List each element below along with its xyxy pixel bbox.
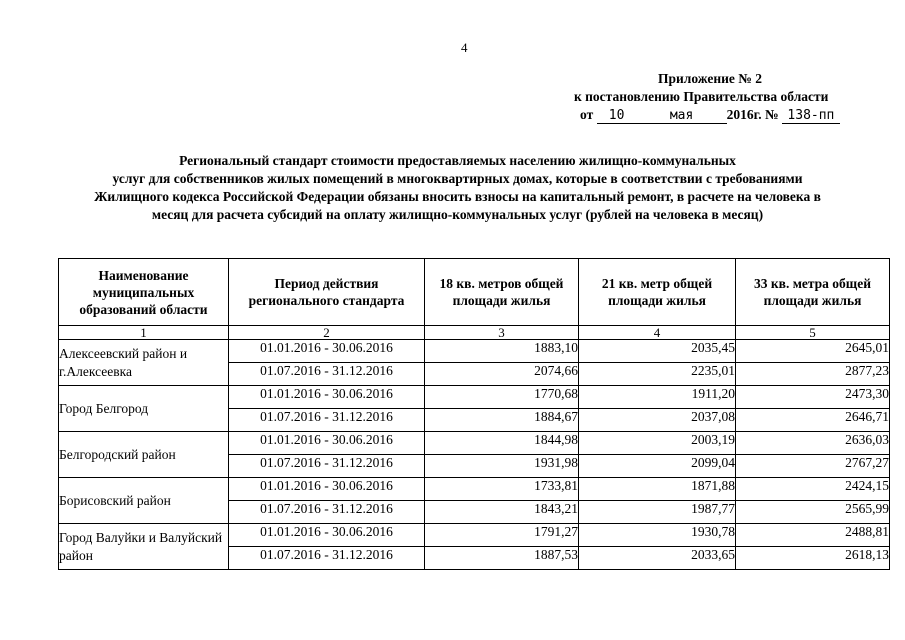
value-21m: 2099,04 bbox=[579, 455, 736, 478]
value-18m: 1844,98 bbox=[425, 432, 579, 455]
column-header-21m: 21 кв. метр общей площади жилья bbox=[579, 259, 736, 326]
value-18m: 1843,21 bbox=[425, 501, 579, 524]
period-cell: 01.07.2016 - 31.12.2016 bbox=[229, 455, 425, 478]
period-cell: 01.01.2016 - 30.06.2016 bbox=[229, 340, 425, 363]
period-cell: 01.01.2016 - 30.06.2016 bbox=[229, 386, 425, 409]
document-title bbox=[40, 152, 875, 224]
column-header-region: Наименование муниципальных образований области bbox=[59, 259, 229, 326]
value-21m: 1871,88 bbox=[579, 478, 736, 501]
region-name: Алексеевский район и г.Алексеевка bbox=[59, 340, 229, 386]
column-number: 3 bbox=[425, 326, 579, 340]
table-row bbox=[59, 386, 890, 409]
document-title-line: Жилищного кодекса Российской Федерации обязаны вносить взносы на капитальный ремонт, в расчете на человека в bbox=[94, 189, 821, 204]
value-33m: 2618,13 bbox=[736, 547, 890, 570]
appendix-date-line bbox=[580, 106, 840, 124]
table-header-row bbox=[59, 259, 890, 326]
column-number: 5 bbox=[736, 326, 890, 340]
document-title-line: услуг для собственников жилых помещений в многоквартирных домах, которые в соответствии с требованиями bbox=[112, 171, 803, 186]
region-name: Город Валуйки и Валуйский район bbox=[59, 524, 229, 570]
value-18m: 1884,67 bbox=[425, 409, 579, 432]
period-cell: 01.07.2016 - 31.12.2016 bbox=[229, 409, 425, 432]
doc-number: 138-пп bbox=[782, 109, 840, 124]
value-18m: 1770,68 bbox=[425, 386, 579, 409]
date-prefix: от bbox=[580, 107, 594, 122]
appendix-title: Приложение № 2 bbox=[658, 71, 762, 86]
value-18m: 2074,66 bbox=[425, 363, 579, 386]
value-33m: 2636,03 bbox=[736, 432, 890, 455]
value-33m: 2646,71 bbox=[736, 409, 890, 432]
value-33m: 2767,27 bbox=[736, 455, 890, 478]
value-21m: 2033,65 bbox=[579, 547, 736, 570]
date-day: 10 bbox=[597, 109, 637, 124]
value-18m: 1733,81 bbox=[425, 478, 579, 501]
document-title-line: Региональный стандарт стоимости предоставляемых населению жилищно-коммунальных bbox=[179, 153, 736, 168]
region-name: Борисовский район bbox=[59, 478, 229, 524]
table-row bbox=[59, 340, 890, 363]
column-header-33m: 33 кв. метра общей площади жилья bbox=[736, 259, 890, 326]
value-18m: 1791,27 bbox=[425, 524, 579, 547]
page-number: 4 bbox=[461, 40, 468, 55]
value-18m: 1931,98 bbox=[425, 455, 579, 478]
value-21m: 2035,45 bbox=[579, 340, 736, 363]
value-21m: 1987,77 bbox=[579, 501, 736, 524]
table-row bbox=[59, 524, 890, 547]
value-21m: 2235,01 bbox=[579, 363, 736, 386]
period-cell: 01.01.2016 - 30.06.2016 bbox=[229, 524, 425, 547]
value-21m: 1911,20 bbox=[579, 386, 736, 409]
column-header-18m: 18 кв. метров общей площади жилья bbox=[425, 259, 579, 326]
period-cell: 01.07.2016 - 31.12.2016 bbox=[229, 501, 425, 524]
region-name: Белгородский район bbox=[59, 432, 229, 478]
column-number: 2 bbox=[229, 326, 425, 340]
value-21m: 2037,08 bbox=[579, 409, 736, 432]
column-number: 1 bbox=[59, 326, 229, 340]
value-21m: 2003,19 bbox=[579, 432, 736, 455]
value-33m: 2473,30 bbox=[736, 386, 890, 409]
subsidy-table bbox=[58, 258, 890, 570]
region-name: Город Белгород bbox=[59, 386, 229, 432]
value-18m: 1883,10 bbox=[425, 340, 579, 363]
value-33m: 2877,23 bbox=[736, 363, 890, 386]
column-number: 4 bbox=[579, 326, 736, 340]
appendix-subtitle: к постановлению Правительства области bbox=[574, 89, 829, 104]
value-21m: 1930,78 bbox=[579, 524, 736, 547]
period-cell: 01.07.2016 - 31.12.2016 bbox=[229, 363, 425, 386]
value-33m: 2645,01 bbox=[736, 340, 890, 363]
value-33m: 2565,99 bbox=[736, 501, 890, 524]
document-title-line: месяц для расчета субсидий на оплату жилищно-коммунальных услуг (рублей на человека в месяц) bbox=[151, 207, 764, 222]
value-18m: 1887,53 bbox=[425, 547, 579, 570]
value-33m: 2424,15 bbox=[736, 478, 890, 501]
period-cell: 01.01.2016 - 30.06.2016 bbox=[229, 478, 425, 501]
table-row bbox=[59, 432, 890, 455]
value-33m: 2488,81 bbox=[736, 524, 890, 547]
column-header-period: Период действия регионального стандарта bbox=[229, 259, 425, 326]
period-cell: 01.01.2016 - 30.06.2016 bbox=[229, 432, 425, 455]
table-row bbox=[59, 478, 890, 501]
period-cell: 01.07.2016 - 31.12.2016 bbox=[229, 547, 425, 570]
date-year: 2016г. № bbox=[726, 107, 779, 122]
column-number-row bbox=[59, 326, 890, 340]
date-month: мая bbox=[637, 109, 727, 124]
